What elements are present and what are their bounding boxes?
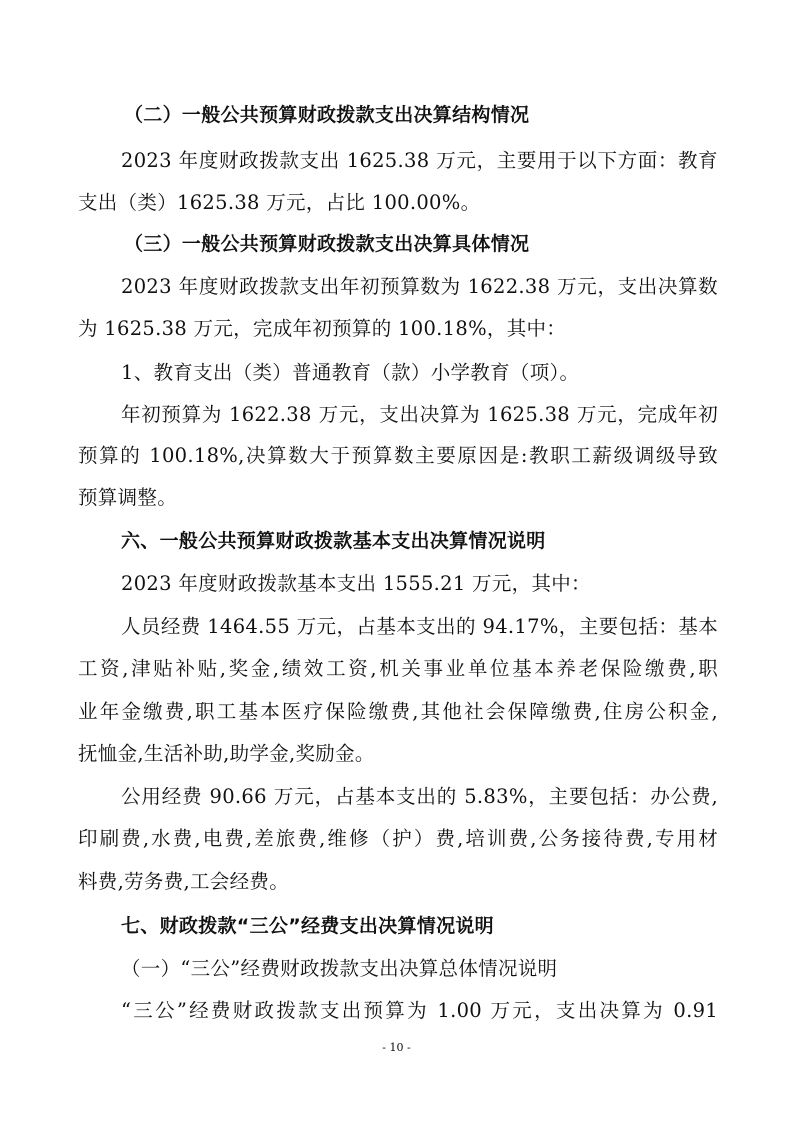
- section-heading-7: 七、财政拨款“三公”经费支出决算情况说明: [121, 915, 494, 937]
- paragraph-line: 为 1625.38 万元，完成年初预算的 100.18%，其中：: [78, 317, 567, 340]
- paragraph-line: 年初预算为 1622.38 万元，支出决算为 1625.38 万元，完成年初: [121, 403, 718, 426]
- paragraph-line: “三公”经费财政拨款支出预算为 1.00 万元，支出决算为 0.91: [121, 999, 718, 1022]
- paragraph-line: 抚恤金,生活补助,助学金,奖励金。: [78, 742, 375, 765]
- paragraph-line: 2023 年度财政拨款基本支出 1555.21 万元，其中：: [121, 572, 591, 595]
- paragraph-line: 人员经费 1464.55 万元，占基本支出的 94.17%，主要包括：基本: [121, 615, 718, 638]
- paragraph-line: 2023 年度财政拨款支出年初预算数为 1622.38 万元，支出决算数: [121, 275, 718, 298]
- paragraph-line: 工资,津贴补贴,奖金,绩效工资,机关事业单位基本养老保险缴费,职: [78, 657, 718, 680]
- paragraph-line: 预算的 100.18%,决算数大于预算数主要原因是:教职工薪级调级导致: [78, 444, 718, 467]
- section-heading-6: 六、一般公共预算财政拨款基本支出决算情况说明: [121, 530, 546, 552]
- paragraph-line: 业年金缴费,职工基本医疗保险缴费,其他社会保障缴费,住房公积金,: [78, 700, 718, 723]
- section-heading-2: （二）一般公共预算财政拨款支出决算结构情况: [124, 104, 530, 126]
- paragraph-line: 1、教育支出（类）普通教育（款）小学教育（项）。: [121, 361, 580, 384]
- paragraph-line: 料费,劳务费,工会经费。: [78, 870, 289, 893]
- paragraph-line: 支出（类）1625.38 万元，占比 100.00%。: [78, 191, 481, 214]
- page-number: - 10 -: [382, 1041, 411, 1054]
- paragraph-line: 2023 年度财政拨款支出 1625.38 万元，主要用于以下方面：教育: [121, 149, 718, 172]
- paragraph-line: 印刷费,水费,电费,差旅费,维修（护）费,培训费,公务接待费,专用材: [78, 827, 718, 850]
- section-heading-3: （三）一般公共预算财政拨款支出决算具体情况: [124, 233, 530, 255]
- paragraph-line: 预算调整。: [78, 486, 178, 509]
- subsection-heading: （一）“三公”经费财政拨款支出决算总体情况说明: [121, 957, 558, 980]
- paragraph-line: 公用经费 90.66 万元，占基本支出的 5.83%，主要包括：办公费,: [121, 785, 718, 808]
